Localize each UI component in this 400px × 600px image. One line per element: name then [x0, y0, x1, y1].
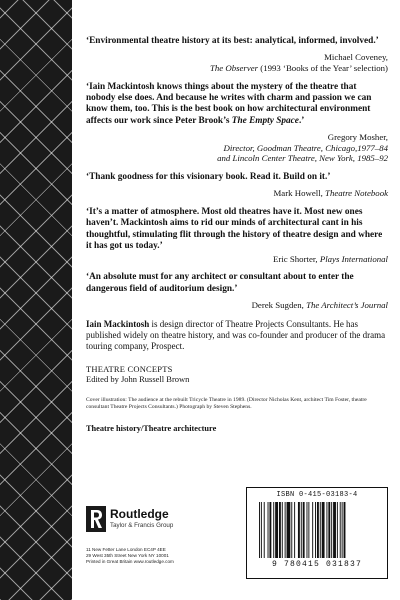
quote-5: ‘An absolute must for any architect or consultant about to enter the dangerous field of auditorium design.’	[86, 272, 354, 294]
isbn-label: ISBN 0-415-03183-4	[276, 491, 358, 499]
series-info: THEATRE CONCEPTS Edited by John Russell Brown	[86, 363, 190, 385]
attribution-4: Eric Shorter, Plays International	[273, 253, 388, 264]
cover-text	[86, 36, 388, 434]
author-bio: Iain Mackintosh is design director of Theatre Projects Consultants. He has published widely on theatre history, and was co-founder and producer of the drama touring company, Prospect.	[86, 318, 386, 352]
attribution-2: Gregory Mosher, Director, Goodman Theatre, Chicago,1977–84 and Lincoln Center Theatre, New York, 1985–92	[217, 132, 388, 164]
cover-credit: Cover illustration: The audience at the rebuilt Tricycle Theatre in 1989. (Director Nicholas Kent, architect Tim Foster, theatre consultant Theatre Projects Consultants.) Photograph by Steven Stephens.	[86, 396, 367, 410]
publisher-group: Taylor & Francis Group	[110, 522, 174, 529]
publisher-name: Routledge	[110, 507, 169, 521]
quote-1: ‘Environmental theatre history at its best: analytical, informed, involved.’	[86, 36, 379, 46]
spine-pattern	[0, 0, 72, 600]
attribution-5: Derek Sugden, The Architect’s Journal	[251, 300, 388, 311]
ean-number: 9 780415 031837	[271, 560, 362, 569]
publisher-logo	[86, 506, 206, 540]
publisher-block	[86, 491, 388, 586]
quote-3: ‘Thank goodness for this visionary book. Read it. Build on it.’	[86, 172, 331, 182]
publisher-address: 11 New Fetter Lane London EC4P 4EE 29 West 35th Street New York NY 10001 Printed in Great Britain www.routledge.com	[86, 547, 174, 564]
barcode-icon	[257, 502, 377, 562]
quote-2: ‘Iain Mackintosh knows things about the mystery of the theatre that nobody else does. And because he writes with charm and passion we can know them, too. This is the best book on how architectural environment affects our work since Peter Brook’s The Empty Space.’	[86, 81, 372, 126]
attribution-3: Mark Howell, Theatre Notebook	[273, 188, 388, 199]
subject-category: Theatre history/Theatre architecture	[86, 423, 217, 433]
back-cover	[72, 0, 400, 600]
quote-4: ‘It’s a matter of atmosphere. Most old theatres have it. Most new ones haven’t. Mackintosh aims to rid our minds of architectural cant in his thoughtful, stimulating flit through the history of theatre design and where it has got us today.’	[86, 207, 383, 252]
attribution-1: Michael Coveney, The Observer (1993 ‘Books of the Year’ selection)	[209, 52, 388, 73]
routledge-logo-icon	[86, 506, 106, 532]
barcode-panel	[246, 487, 388, 579]
